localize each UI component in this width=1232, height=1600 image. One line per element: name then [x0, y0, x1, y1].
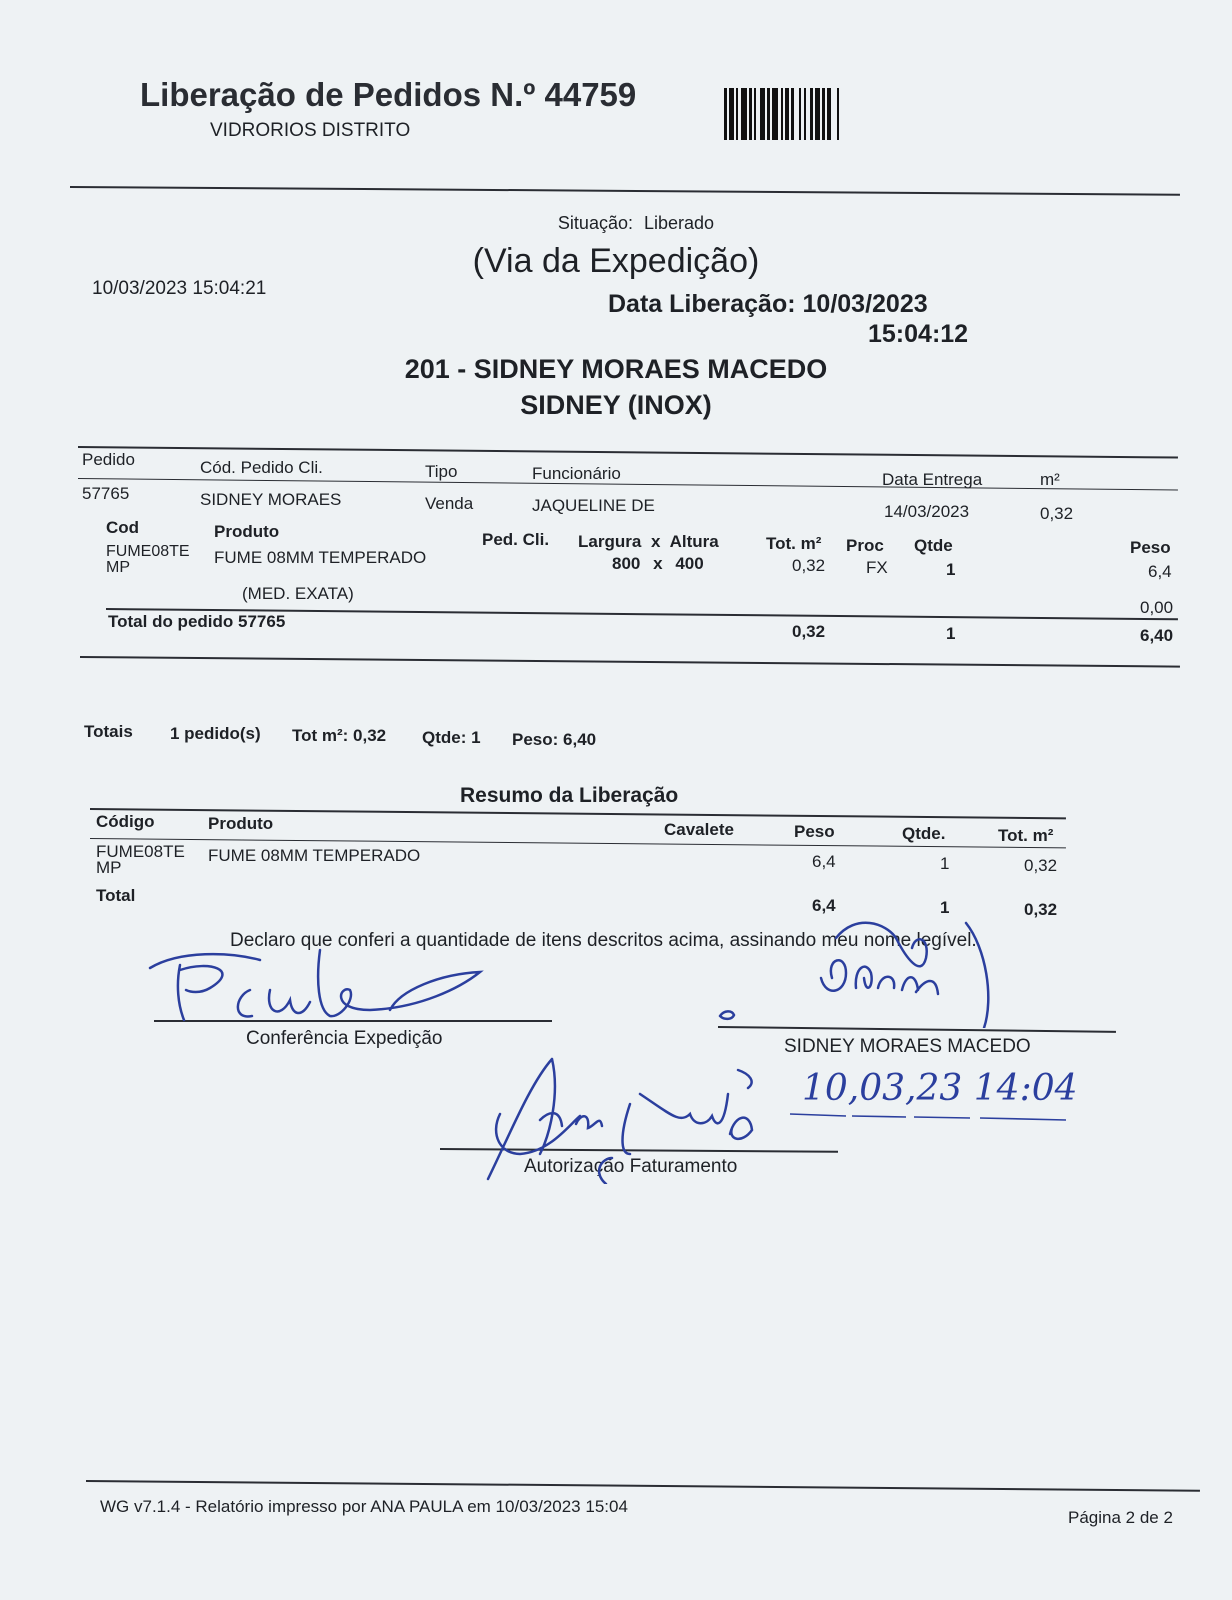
col-qtde: Qtde	[914, 536, 953, 555]
summary-col-codigo: Código	[96, 812, 155, 831]
page-number: Página 2 de 2	[1068, 1508, 1173, 1527]
order-client-code: SIDNEY MORAES	[200, 490, 342, 509]
footer-rule	[86, 1480, 1200, 1492]
table-top-rule	[78, 446, 1178, 459]
item-obs: (MED. EXATA)	[242, 584, 354, 603]
status-value: Liberado	[644, 213, 715, 233]
col-cod: Cod	[106, 518, 140, 537]
signature-label-client: SIDNEY MORAES MACEDO	[784, 1036, 1031, 1057]
signature-label-conferencia: Conferência Expedição	[246, 1028, 443, 1049]
print-datetime: 10/03/2023 15:04:21	[92, 278, 267, 299]
summary-total-peso: 6,4	[812, 896, 836, 915]
col-produto: Produto	[214, 522, 280, 541]
liberation-label: Data Liberação:	[608, 290, 796, 318]
company-name: VIDRORIOS DISTRITO	[210, 120, 411, 141]
order-total-peso: 6,40	[1140, 626, 1174, 645]
order-total-qtde: 1	[946, 624, 956, 643]
order-total-label: Total do pedido 57765	[108, 612, 286, 631]
col-funcionario: Funcionário	[532, 464, 621, 483]
divider	[70, 186, 1180, 196]
svg-text:10,03,23 14:04: 10,03,23 14:04	[802, 1068, 1078, 1109]
totals-qtde: Qtde: 1	[422, 728, 481, 747]
item-product: FUME 08MM TEMPERADO	[214, 548, 427, 567]
status-label: Situação:	[557, 213, 633, 233]
order-type: Venda	[425, 494, 474, 513]
header-rule	[78, 478, 1178, 491]
totals-pedidos: 1 pedido(s)	[170, 724, 261, 743]
totals-m2: Tot m²: 0,32	[292, 726, 387, 745]
summary-total-tot-m2: 0,32	[1024, 900, 1058, 919]
item-peso: 6,4	[1148, 562, 1172, 581]
handwritten-date	[784, 1060, 1094, 1124]
summary-col-cavalete: Cavalete	[664, 820, 734, 839]
order-m2: 0,32	[1040, 504, 1074, 523]
client-name: 201 - SIDNEY MORAES MACEDO	[404, 354, 828, 384]
item-tot-m2: 0,32	[792, 556, 826, 575]
summary-peso: 6,4	[812, 852, 836, 871]
liberation-time: 15:04:12	[868, 320, 969, 348]
liberation-date-value: 10/03/2023	[802, 290, 928, 318]
col-cod-pedido-cli: Cód. Pedido Cli.	[200, 458, 323, 477]
summary-total-label: Total	[96, 886, 136, 905]
col-peso: Peso	[1130, 538, 1171, 557]
totals-peso: Peso: 6,40	[512, 730, 597, 749]
item-obs-peso: 0,00	[1140, 598, 1174, 617]
summary-title: Resumo da Liberação	[460, 784, 679, 807]
via-label: (Via da Expedição)	[472, 242, 760, 280]
order-delivery-date: 14/03/2023	[884, 502, 970, 521]
totals-label: Totais	[84, 722, 133, 741]
col-largura: Largura x Altura	[578, 532, 719, 551]
item-qtde: 1	[946, 560, 956, 579]
col-tipo: Tipo	[425, 462, 458, 481]
col-tot-m2: Tot. m²	[766, 534, 822, 553]
table-bottom-rule	[80, 656, 1180, 668]
signature-client	[716, 918, 1006, 1028]
summary-total-qtde: 1	[940, 898, 950, 917]
col-ped-cli: Ped. Cli.	[482, 530, 550, 549]
col-pedido: Pedido	[82, 450, 135, 469]
order-total-m2: 0,32	[792, 622, 826, 641]
barcode	[724, 88, 920, 140]
order-number: 57765	[82, 484, 130, 503]
client-alias: SIDNEY (INOX)	[520, 390, 712, 420]
col-data-entrega: Data Entrega	[882, 470, 983, 489]
summary-col-peso: Peso	[794, 822, 835, 841]
order-employee: JAQUELINE DE	[532, 496, 655, 515]
item-dimensions: 800 x 400	[612, 554, 704, 573]
footer-printed-by: WG v7.1.4 - Relatório impresso por ANA PAULA em 10/03/2023 15:04	[100, 1497, 628, 1516]
declaration-text: Declaro que conferi a quantidade de itens descritos acima, assinando meu nome legível.	[230, 930, 977, 951]
summary-qtde: 1	[940, 854, 950, 873]
document-title: Liberação de Pedidos N.º 44759	[140, 76, 637, 113]
summary-col-qtde: Qtde.	[902, 824, 946, 843]
summary-product: FUME 08MM TEMPERADO	[208, 846, 421, 865]
col-m2: m²	[1040, 470, 1060, 489]
item-proc: FX	[866, 558, 888, 577]
barcode-bar	[839, 88, 842, 140]
summary-code: FUME08TE MP	[96, 842, 185, 877]
summary-tot-m2: 0,32	[1024, 856, 1058, 875]
summary-col-produto: Produto	[208, 814, 274, 833]
summary-col-tot-m2: Tot. m²	[998, 826, 1054, 845]
signature-label-autorizacao: Autorização Faturamento	[524, 1156, 738, 1177]
signature-ana-paula	[480, 1054, 780, 1184]
item-code: FUME08TE MP	[106, 543, 190, 576]
status-line	[0, 213, 1232, 234]
signature-paula	[140, 930, 490, 1030]
col-proc: Proc	[846, 536, 884, 555]
liberation-date	[608, 290, 928, 319]
